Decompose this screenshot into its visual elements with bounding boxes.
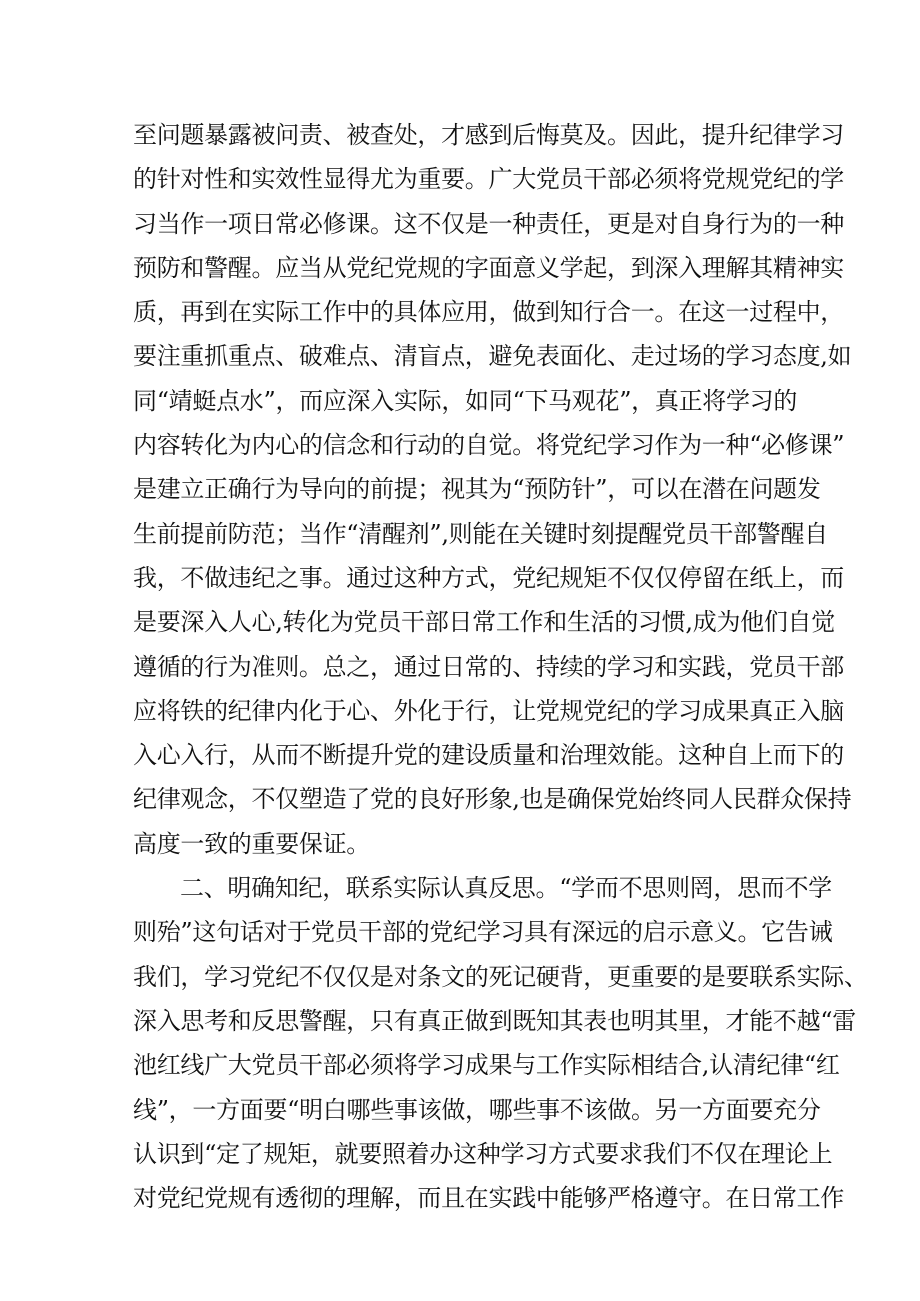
text-line: 要注重抓重点、破难点、清盲点，避免表面化、走过场的学习态度,如 (133, 342, 852, 371)
text-line: 则殆”这句话对于党员干部的党纪学习具有深远的启示意义。它告诫 (133, 918, 833, 947)
text-line: 我，不做违纪之事。通过这种方式，党纪规矩不仅仅停留在纸上，而 (133, 563, 844, 592)
text-line: 至问题暴露被问责、被查处，才感到后悔莫及。因此，提升纪律学习 (133, 121, 844, 149)
section-heading-line: 二、明确知纪，联系实际认真反思。“学而不思则罔，思而不学 (180, 874, 832, 903)
text-line: 是要深入人心,转化为党员干部日常工作和生活的习惯,成为他们自觉 (133, 608, 835, 637)
text-line: 高度一致的重要保证。 (133, 829, 370, 858)
text-line: 的针对性和实效性显得尤为重要。广大党员干部必须将党规党纪的学 (133, 165, 844, 194)
paragraph-1 (133, 113, 852, 866)
text-line: 遵循的行为准则。总之，通过日常的、持续的学习和实践，党员干部 (133, 652, 844, 681)
document-page (133, 113, 868, 1220)
text-line: 预防和警醒。应当从党纪党规的字面意义学起，到深入理解其精神实 (133, 253, 844, 282)
text-line: 入心入行，从而不断提升党的建设质量和治理效能。这种自上而下的 (133, 741, 844, 770)
text-line: 生前提前防范；当作“清醒剂”,则能在关键时刻提醒党员干部警醒自 (133, 519, 828, 548)
text-line: 习当作一项日常必修课。这不仅是一种责任，更是对自身行为的一种 (133, 209, 844, 238)
text-line: 深入思考和反思警醒，只有真正做到既知其表也明其里，才能不越“雷 (133, 1006, 856, 1035)
text-line: 纪律观念，不仅塑造了党的良好形象,也是确保党始终同人民群众保持 (133, 785, 852, 814)
text-line: 我们，学习党纪不仅仅是对条文的死记硬背，更重要的是要联系实际、 (133, 962, 868, 991)
text-line: 线”，一方面要“明白哪些事该做，哪些事不该做。另一方面要充分 (133, 1095, 821, 1124)
text-line: 同“靖蜓点水”，而应深入实际，如同“下马观花”，真正将学习的 (133, 386, 798, 415)
text-line: 内容转化为内心的信念和行动的自觉。将党纪学习作为一种“必修课” (133, 431, 845, 460)
text-line: 是建立正确行为导向的前提；视其为“预防针”，可以在潜在问题发 (133, 475, 821, 504)
text-line: 池红线广大党员干部必须将学习成果与工作实际相结合,认清纪律“红 (133, 1051, 840, 1080)
text-line: 应将铁的纪律内化于心、外化于行，让党规党纪的学习成果真正入脑 (133, 696, 844, 725)
paragraph-2 (133, 866, 868, 1220)
text-line: 认识到“定了规矩，就要照着办这种学习方式要求我们不仅在理论上 (133, 1139, 833, 1168)
text-line: 质，再到在实际工作中的具体应用，做到知行合一。在这一过程中， (133, 298, 844, 327)
text-line: 对党纪党规有透彻的理解，而且在实践中能够严格遵守。在日常工作 (133, 1184, 844, 1213)
